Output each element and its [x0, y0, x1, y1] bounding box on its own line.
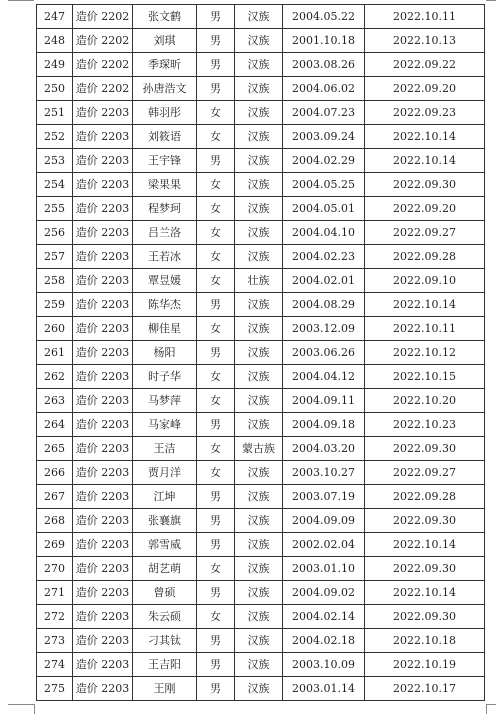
student-name-cell: 柳佳星	[133, 317, 197, 341]
ethnicity-cell: 汉族	[235, 509, 283, 533]
class-cell: 造价 2203	[73, 365, 133, 389]
enrollment-date-cell: 2022.09.20	[365, 77, 485, 101]
class-cell: 造价 2203	[73, 149, 133, 173]
student-name-cell: 王宇锋	[133, 149, 197, 173]
table-row	[37, 629, 485, 653]
table-row	[37, 653, 485, 677]
enrollment-date-cell: 2022.09.30	[365, 437, 485, 461]
gender-cell: 女	[197, 605, 235, 629]
ethnicity-cell: 汉族	[235, 317, 283, 341]
ethnicity-cell: 汉族	[235, 293, 283, 317]
table-row	[37, 677, 485, 701]
birth-date-cell: 2004.09.09	[283, 509, 365, 533]
student-name-cell: 马家峰	[133, 413, 197, 437]
student-name-cell: 胡艺萌	[133, 557, 197, 581]
crop-mark-bottom-right-horizontal	[486, 704, 496, 705]
gender-cell: 男	[197, 509, 235, 533]
student-name-cell: 刘筱语	[133, 125, 197, 149]
enrollment-date-cell: 2022.10.14	[365, 149, 485, 173]
class-cell: 造价 2203	[73, 437, 133, 461]
row-number-cell: 261	[37, 341, 73, 365]
student-name-cell: 陈华杰	[133, 293, 197, 317]
birth-date-cell: 2004.09.18	[283, 413, 365, 437]
class-cell: 造价 2203	[73, 245, 133, 269]
enrollment-date-cell: 2022.09.22	[365, 53, 485, 77]
row-number-cell: 260	[37, 317, 73, 341]
enrollment-date-cell: 2022.09.20	[365, 197, 485, 221]
gender-cell: 女	[197, 245, 235, 269]
class-cell: 造价 2203	[73, 293, 133, 317]
ethnicity-cell: 汉族	[235, 677, 283, 701]
gender-cell: 男	[197, 5, 235, 29]
row-number-cell: 264	[37, 413, 73, 437]
table-row	[37, 605, 485, 629]
row-number-cell: 268	[37, 509, 73, 533]
ethnicity-cell: 汉族	[235, 413, 283, 437]
birth-date-cell: 2003.01.14	[283, 677, 365, 701]
table-row	[37, 5, 485, 29]
ethnicity-cell: 汉族	[235, 581, 283, 605]
table-row	[37, 581, 485, 605]
row-number-cell: 271	[37, 581, 73, 605]
ethnicity-cell: 汉族	[235, 557, 283, 581]
gender-cell: 男	[197, 149, 235, 173]
birth-date-cell: 2004.05.22	[283, 5, 365, 29]
student-name-cell: 梁果果	[133, 173, 197, 197]
table-row	[37, 125, 485, 149]
table-row	[37, 509, 485, 533]
ethnicity-cell: 汉族	[235, 461, 283, 485]
class-cell: 造价 2203	[73, 125, 133, 149]
table-row	[37, 245, 485, 269]
row-number-cell: 270	[37, 557, 73, 581]
student-name-cell: 朱云硕	[133, 605, 197, 629]
enrollment-date-cell: 2022.10.17	[365, 677, 485, 701]
ethnicity-cell: 汉族	[235, 5, 283, 29]
class-cell: 造价 2203	[73, 533, 133, 557]
table-row	[37, 197, 485, 221]
ethnicity-cell: 汉族	[235, 245, 283, 269]
enrollment-date-cell: 2022.10.12	[365, 341, 485, 365]
student-name-cell: 张襄旗	[133, 509, 197, 533]
birth-date-cell: 2004.02.23	[283, 245, 365, 269]
enrollment-date-cell: 2022.09.30	[365, 557, 485, 581]
enrollment-date-cell: 2022.10.11	[365, 5, 485, 29]
row-number-cell: 251	[37, 101, 73, 125]
birth-date-cell: 2004.08.29	[283, 293, 365, 317]
roster-table-body	[37, 5, 485, 701]
ethnicity-cell: 蒙古族	[235, 437, 283, 461]
class-cell: 造价 2203	[73, 317, 133, 341]
table-row	[37, 293, 485, 317]
student-roster-table	[36, 4, 485, 701]
student-name-cell: 王洁	[133, 437, 197, 461]
student-name-cell: 江坤	[133, 485, 197, 509]
birth-date-cell: 2004.02.14	[283, 605, 365, 629]
birth-date-cell: 2004.02.01	[283, 269, 365, 293]
gender-cell: 男	[197, 413, 235, 437]
student-name-cell: 王刚	[133, 677, 197, 701]
crop-mark-top-right-horizontal	[486, 0, 496, 1]
row-number-cell: 263	[37, 389, 73, 413]
gender-cell: 男	[197, 629, 235, 653]
student-name-cell: 韩羽彤	[133, 101, 197, 125]
student-name-cell: 覃昱媛	[133, 269, 197, 293]
enrollment-date-cell: 2022.10.23	[365, 413, 485, 437]
class-cell: 造价 2203	[73, 677, 133, 701]
gender-cell: 男	[197, 341, 235, 365]
birth-date-cell: 2003.01.10	[283, 557, 365, 581]
birth-date-cell: 2004.05.25	[283, 173, 365, 197]
table-row	[37, 533, 485, 557]
table-row	[37, 461, 485, 485]
row-number-cell: 272	[37, 605, 73, 629]
gender-cell: 男	[197, 53, 235, 77]
row-number-cell: 262	[37, 365, 73, 389]
ethnicity-cell: 壮族	[235, 269, 283, 293]
class-cell: 造价 2203	[73, 101, 133, 125]
row-number-cell: 254	[37, 173, 73, 197]
row-number-cell: 274	[37, 653, 73, 677]
row-number-cell: 258	[37, 269, 73, 293]
student-name-cell: 刁其钛	[133, 629, 197, 653]
student-name-cell: 贾月洋	[133, 461, 197, 485]
enrollment-date-cell: 2022.10.20	[365, 389, 485, 413]
class-cell: 造价 2203	[73, 341, 133, 365]
table-row	[37, 29, 485, 53]
crop-mark-bottom-left-vertical	[34, 704, 35, 714]
class-cell: 造价 2203	[73, 557, 133, 581]
birth-date-cell: 2004.04.12	[283, 365, 365, 389]
row-number-cell: 269	[37, 533, 73, 557]
enrollment-date-cell: 2022.10.19	[365, 653, 485, 677]
class-cell: 造价 2203	[73, 605, 133, 629]
table-row	[37, 389, 485, 413]
crop-mark-bottom-right-vertical	[486, 704, 487, 714]
class-cell: 造价 2203	[73, 581, 133, 605]
table-row	[37, 77, 485, 101]
class-cell: 造价 2203	[73, 461, 133, 485]
ethnicity-cell: 汉族	[235, 197, 283, 221]
enrollment-date-cell: 2022.09.23	[365, 101, 485, 125]
table-row	[37, 53, 485, 77]
enrollment-date-cell: 2022.09.27	[365, 221, 485, 245]
class-cell: 造价 2203	[73, 629, 133, 653]
ethnicity-cell: 汉族	[235, 605, 283, 629]
birth-date-cell: 2004.05.01	[283, 197, 365, 221]
enrollment-date-cell: 2022.10.14	[365, 581, 485, 605]
gender-cell: 男	[197, 293, 235, 317]
table-row	[37, 437, 485, 461]
class-cell: 造价 2203	[73, 197, 133, 221]
gender-cell: 女	[197, 461, 235, 485]
student-name-cell: 孙唐浩文	[133, 77, 197, 101]
row-number-cell: 275	[37, 677, 73, 701]
birth-date-cell: 2004.09.11	[283, 389, 365, 413]
class-cell: 造价 2203	[73, 221, 133, 245]
row-number-cell: 253	[37, 149, 73, 173]
row-number-cell: 247	[37, 5, 73, 29]
student-name-cell: 刘琪	[133, 29, 197, 53]
enrollment-date-cell: 2022.10.15	[365, 365, 485, 389]
row-number-cell: 250	[37, 77, 73, 101]
ethnicity-cell: 汉族	[235, 101, 283, 125]
gender-cell: 女	[197, 101, 235, 125]
gender-cell: 女	[197, 173, 235, 197]
birth-date-cell: 2003.12.09	[283, 317, 365, 341]
enrollment-date-cell: 2022.09.30	[365, 509, 485, 533]
ethnicity-cell: 汉族	[235, 485, 283, 509]
birth-date-cell: 2002.02.04	[283, 533, 365, 557]
student-name-cell: 张文鹤	[133, 5, 197, 29]
birth-date-cell: 2001.10.18	[283, 29, 365, 53]
class-cell: 造价 2202	[73, 5, 133, 29]
table-row	[37, 101, 485, 125]
student-name-cell: 杨阳	[133, 341, 197, 365]
gender-cell: 男	[197, 677, 235, 701]
gender-cell: 女	[197, 125, 235, 149]
table-row	[37, 557, 485, 581]
birth-date-cell: 2004.07.23	[283, 101, 365, 125]
ethnicity-cell: 汉族	[235, 53, 283, 77]
gender-cell: 女	[197, 317, 235, 341]
table-row	[37, 317, 485, 341]
ethnicity-cell: 汉族	[235, 125, 283, 149]
gender-cell: 女	[197, 365, 235, 389]
birth-date-cell: 2004.03.20	[283, 437, 365, 461]
table-row	[37, 173, 485, 197]
row-number-cell: 266	[37, 461, 73, 485]
row-number-cell: 248	[37, 29, 73, 53]
ethnicity-cell: 汉族	[235, 629, 283, 653]
enrollment-date-cell: 2022.10.14	[365, 533, 485, 557]
row-number-cell: 252	[37, 125, 73, 149]
table-row	[37, 485, 485, 509]
enrollment-date-cell: 2022.09.27	[365, 461, 485, 485]
gender-cell: 女	[197, 197, 235, 221]
table-row	[37, 413, 485, 437]
student-name-cell: 曾硕	[133, 581, 197, 605]
enrollment-date-cell: 2022.09.30	[365, 605, 485, 629]
student-name-cell: 王吉阳	[133, 653, 197, 677]
gender-cell: 男	[197, 29, 235, 53]
table-row	[37, 269, 485, 293]
ethnicity-cell: 汉族	[235, 173, 283, 197]
row-number-cell: 257	[37, 245, 73, 269]
row-number-cell: 256	[37, 221, 73, 245]
student-name-cell: 时子华	[133, 365, 197, 389]
enrollment-date-cell: 2022.10.14	[365, 293, 485, 317]
class-cell: 造价 2203	[73, 485, 133, 509]
ethnicity-cell: 汉族	[235, 365, 283, 389]
birth-date-cell: 2003.08.26	[283, 53, 365, 77]
enrollment-date-cell: 2022.10.18	[365, 629, 485, 653]
table-row	[37, 365, 485, 389]
gender-cell: 男	[197, 533, 235, 557]
crop-mark-bottom-left-horizontal	[8, 704, 34, 705]
class-cell: 造价 2203	[73, 653, 133, 677]
gender-cell: 男	[197, 77, 235, 101]
ethnicity-cell: 汉族	[235, 77, 283, 101]
birth-date-cell: 2004.02.18	[283, 629, 365, 653]
enrollment-date-cell: 2022.09.10	[365, 269, 485, 293]
crop-mark-top-left-horizontal	[8, 0, 34, 1]
class-cell: 造价 2202	[73, 53, 133, 77]
class-cell: 造价 2203	[73, 389, 133, 413]
enrollment-date-cell: 2022.09.28	[365, 485, 485, 509]
class-cell: 造价 2203	[73, 413, 133, 437]
gender-cell: 女	[197, 389, 235, 413]
birth-date-cell: 2004.09.02	[283, 581, 365, 605]
student-name-cell: 郭雪威	[133, 533, 197, 557]
ethnicity-cell: 汉族	[235, 29, 283, 53]
gender-cell: 男	[197, 485, 235, 509]
row-number-cell: 273	[37, 629, 73, 653]
table-row	[37, 149, 485, 173]
class-cell: 造价 2203	[73, 173, 133, 197]
gender-cell: 女	[197, 269, 235, 293]
ethnicity-cell: 汉族	[235, 341, 283, 365]
ethnicity-cell: 汉族	[235, 653, 283, 677]
enrollment-date-cell: 2022.10.13	[365, 29, 485, 53]
ethnicity-cell: 汉族	[235, 389, 283, 413]
enrollment-date-cell: 2022.10.11	[365, 317, 485, 341]
ethnicity-cell: 汉族	[235, 149, 283, 173]
class-cell: 造价 2203	[73, 509, 133, 533]
birth-date-cell: 2003.10.27	[283, 461, 365, 485]
birth-date-cell: 2003.09.24	[283, 125, 365, 149]
birth-date-cell: 2004.04.10	[283, 221, 365, 245]
row-number-cell: 249	[37, 53, 73, 77]
row-number-cell: 259	[37, 293, 73, 317]
ethnicity-cell: 汉族	[235, 533, 283, 557]
gender-cell: 女	[197, 437, 235, 461]
student-name-cell: 季琛昕	[133, 53, 197, 77]
ethnicity-cell: 汉族	[235, 221, 283, 245]
birth-date-cell: 2004.06.02	[283, 77, 365, 101]
table-row	[37, 221, 485, 245]
student-name-cell: 马梦萍	[133, 389, 197, 413]
student-name-cell: 王若冰	[133, 245, 197, 269]
gender-cell: 女	[197, 557, 235, 581]
gender-cell: 男	[197, 581, 235, 605]
gender-cell: 男	[197, 653, 235, 677]
row-number-cell: 255	[37, 197, 73, 221]
enrollment-date-cell: 2022.09.28	[365, 245, 485, 269]
birth-date-cell: 2003.10.09	[283, 653, 365, 677]
birth-date-cell: 2003.06.26	[283, 341, 365, 365]
birth-date-cell: 2003.07.19	[283, 485, 365, 509]
row-number-cell: 267	[37, 485, 73, 509]
enrollment-date-cell: 2022.10.14	[365, 125, 485, 149]
student-name-cell: 吕兰洛	[133, 221, 197, 245]
student-name-cell: 程梦珂	[133, 197, 197, 221]
row-number-cell: 265	[37, 437, 73, 461]
enrollment-date-cell: 2022.09.30	[365, 173, 485, 197]
class-cell: 造价 2202	[73, 29, 133, 53]
class-cell: 造价 2203	[73, 269, 133, 293]
birth-date-cell: 2004.02.29	[283, 149, 365, 173]
gender-cell: 女	[197, 221, 235, 245]
table-row	[37, 341, 485, 365]
class-cell: 造价 2202	[73, 77, 133, 101]
